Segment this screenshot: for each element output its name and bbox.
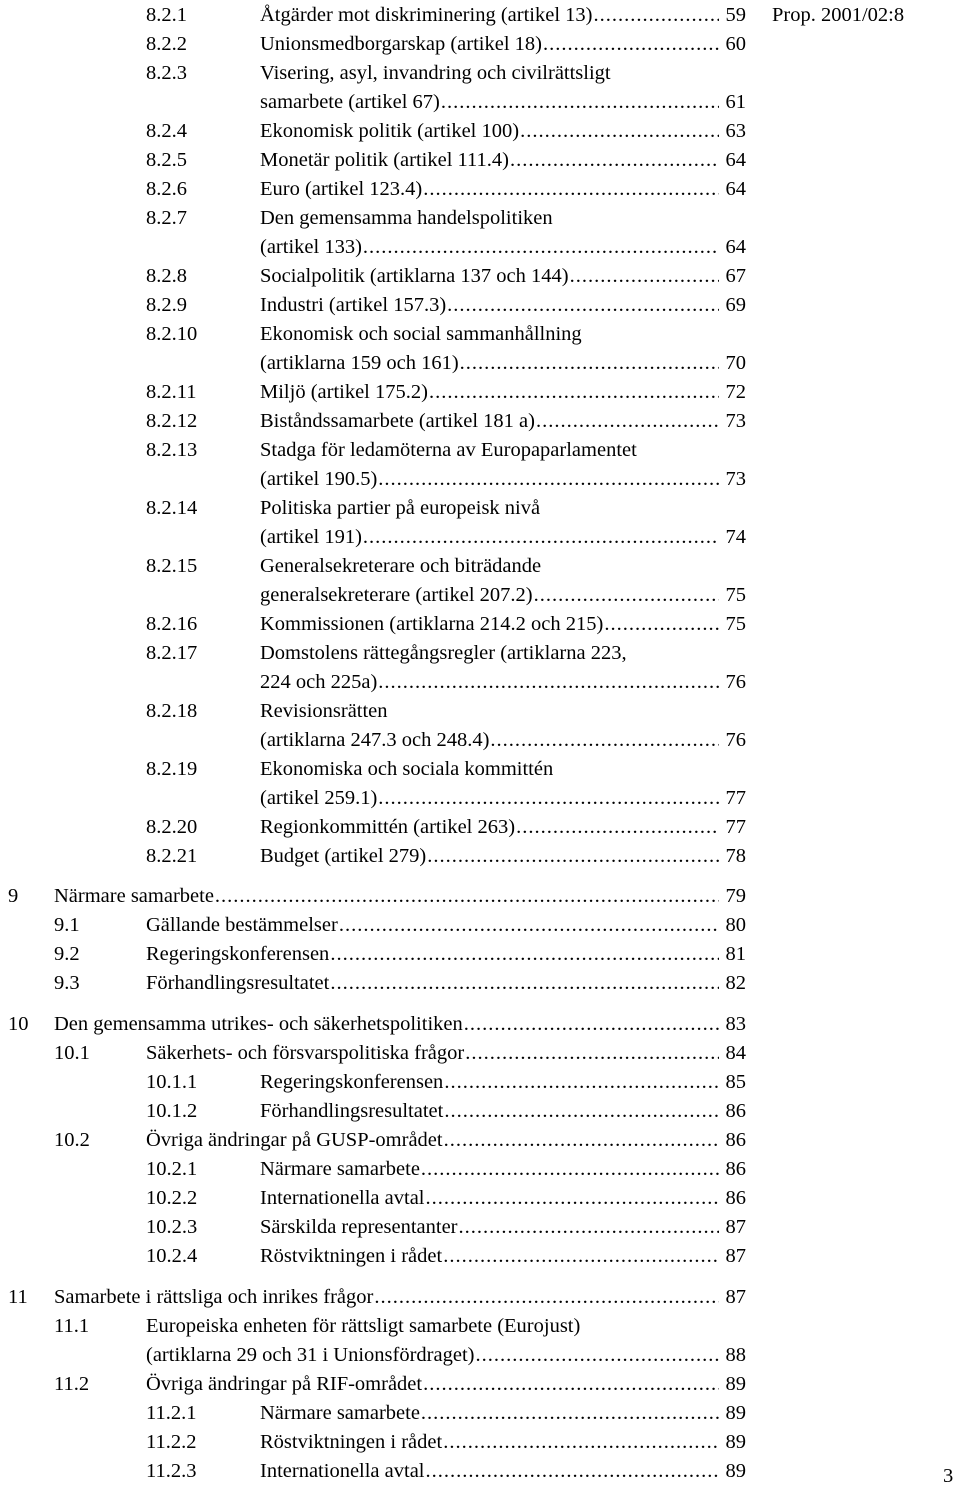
toc-entry-number: 9.3 — [54, 972, 80, 994]
toc-entry-number: 8.2.21 — [146, 845, 198, 867]
toc-entry-title — [260, 697, 746, 755]
dot-leader — [593, 1, 719, 30]
page-number: 3 — [943, 1465, 954, 1487]
toc-entry-page: 89 — [725, 1402, 746, 1424]
toc-entry[interactable] — [54, 911, 746, 940]
toc-entry[interactable] — [54, 1039, 746, 1068]
toc-entry[interactable] — [146, 1097, 746, 1126]
toc-entry-page: 89 — [725, 1373, 746, 1395]
toc-entry-title — [146, 1126, 746, 1155]
toc-entry-title-line: Ekonomisk politik (artikel 100) — [260, 120, 520, 142]
toc-entry-page: 69 — [725, 294, 746, 316]
dot-leader — [447, 291, 719, 320]
toc-entry[interactable] — [146, 407, 746, 436]
toc-entry-title-line: Monetär politik (artikel 111.4) — [260, 149, 509, 171]
dot-leader — [464, 1010, 719, 1039]
toc-entry-number: 8.2.16 — [146, 613, 198, 635]
toc-entry-number: 11.2.2 — [146, 1431, 197, 1453]
toc-entry[interactable] — [146, 262, 746, 291]
toc-entry-title-line: (artikel 259.1) — [260, 787, 378, 809]
toc-entry[interactable] — [146, 610, 746, 639]
toc-entry-title — [260, 813, 746, 842]
toc-entry[interactable] — [8, 882, 746, 911]
toc-entry-title-line: Budget (artikel 279) — [260, 845, 427, 867]
toc-entry-number: 11.2.1 — [146, 1402, 197, 1424]
toc-entry-title-line: Regeringskonferensen — [146, 943, 330, 965]
toc-entry-title-line: Internationella avtal — [260, 1187, 425, 1209]
dot-leader — [423, 175, 719, 204]
toc-entry-number: 9 — [8, 885, 19, 907]
toc-entry-title-line: Euro (artikel 123.4) — [260, 178, 423, 200]
toc-entry[interactable] — [146, 59, 746, 117]
dot-leader — [378, 668, 719, 697]
toc-entry-title — [260, 1068, 746, 1097]
toc-entry[interactable] — [146, 552, 746, 610]
toc-entry[interactable] — [54, 1370, 746, 1399]
dot-leader — [330, 940, 719, 969]
dot-leader — [427, 842, 719, 871]
toc-entry-number: 8.2.3 — [146, 62, 187, 84]
dot-leader — [215, 882, 719, 911]
toc-entry-page: 64 — [725, 236, 746, 258]
toc-entry[interactable] — [146, 204, 746, 262]
toc-entry[interactable] — [146, 117, 746, 146]
toc-entry-title — [260, 1155, 746, 1184]
toc-entry[interactable] — [146, 755, 746, 813]
toc-entry[interactable] — [146, 146, 746, 175]
toc-entry[interactable] — [8, 1283, 746, 1312]
toc-entry[interactable] — [146, 1155, 746, 1184]
toc-entry-number: 8.2.15 — [146, 555, 198, 577]
toc-entry-title-line: Åtgärder mot diskriminering (artikel 13) — [260, 4, 593, 26]
toc-entry-number: 10.1.1 — [146, 1071, 198, 1093]
toc-entry[interactable] — [146, 842, 746, 871]
toc-entry[interactable] — [146, 378, 746, 407]
toc-entry-number: 10.1 — [54, 1042, 90, 1064]
toc-entry-page: 67 — [725, 265, 746, 287]
toc-entry-page: 89 — [725, 1431, 746, 1453]
toc-entry-number: 9.2 — [54, 943, 80, 965]
toc-entry-title — [260, 1242, 746, 1271]
toc-entry-title-line: Röstviktningen i rådet — [260, 1245, 443, 1267]
toc-entry-title-line: Stadga för ledamöterna av Europaparlamentet — [260, 439, 637, 461]
toc-entry-title — [260, 1184, 746, 1213]
toc-entry[interactable] — [146, 813, 746, 842]
toc-entry-title — [260, 407, 746, 436]
toc-entry-title — [260, 117, 746, 146]
toc-entry-title-line: Kommissionen (artiklarna 214.2 och 215) — [260, 613, 604, 635]
dot-leader — [441, 88, 719, 117]
toc-entry-title — [260, 320, 746, 378]
toc-entry-page: 74 — [725, 526, 746, 548]
toc-entry-title-line: (artikel 190.5) — [260, 468, 378, 490]
toc-entry-title-line: Europeiska enheten för rättsligt samarbete (Eurojust) — [146, 1315, 581, 1337]
toc-entry-number: 8.2.2 — [146, 33, 187, 55]
toc-entry-title — [146, 969, 746, 998]
dot-leader — [426, 1184, 720, 1213]
dot-leader — [604, 610, 719, 639]
toc-entry-title — [260, 552, 746, 610]
toc-entry-number: 8.2.20 — [146, 816, 198, 838]
toc-entry-title-line: Visering, asyl, invandring och civilrättsligt — [260, 62, 611, 84]
dot-leader — [490, 726, 719, 755]
toc-entry-title — [260, 291, 746, 320]
toc-entry-number: 8.2.8 — [146, 265, 187, 287]
toc-entry-title — [260, 30, 746, 59]
toc-entry-title — [260, 842, 746, 871]
toc-entry[interactable] — [146, 1184, 746, 1213]
toc-entry-title-line: Förhandlingsresultatet — [260, 1100, 444, 1122]
toc-entry-title-line: Den gemensamma utrikes- och säkerhetspolitiken — [54, 1013, 463, 1035]
dot-leader — [421, 1399, 719, 1428]
toc-entry-title — [260, 1457, 746, 1486]
toc-entry[interactable] — [146, 697, 746, 755]
dot-leader — [459, 1213, 719, 1242]
dot-leader — [475, 1341, 719, 1370]
toc-entry-page: 77 — [725, 816, 746, 838]
toc-entry-page: 76 — [725, 729, 746, 751]
toc-entry-title-line: Industri (artikel 157.3) — [260, 294, 447, 316]
toc-entry-title-line: Närmare samarbete — [260, 1402, 420, 1424]
dot-leader — [426, 1457, 720, 1486]
toc-entry-page: 84 — [725, 1042, 746, 1064]
toc-entry[interactable] — [146, 639, 746, 697]
toc-entry-number: 8.2.12 — [146, 410, 198, 432]
toc-entry-number: 10 — [8, 1013, 29, 1035]
toc-entry[interactable] — [146, 30, 746, 59]
toc-entry[interactable] — [146, 1399, 746, 1428]
toc-entry-title-line: Domstolens rättegångsregler (artiklarna 223, — [260, 642, 627, 664]
dot-leader — [423, 1370, 719, 1399]
toc-entry-title-line: Unionsmedborgarskap (artikel 18) — [260, 33, 542, 55]
toc-entry-title — [260, 204, 746, 262]
toc-entry[interactable] — [146, 320, 746, 378]
toc-entry-title — [260, 639, 746, 697]
toc-entry-number: 8.2.9 — [146, 294, 187, 316]
toc-entry-title-line: Regeringskonferensen — [260, 1071, 444, 1093]
toc-entry-title-line: Miljö (artikel 175.2) — [260, 381, 428, 403]
toc-entry-title — [260, 59, 746, 117]
toc-entry-title — [260, 1399, 746, 1428]
toc-entry-title — [260, 1097, 746, 1126]
toc-entry-title-line: samarbete (artikel 67) — [260, 91, 440, 113]
toc-entry-number: 11.1 — [54, 1315, 90, 1337]
toc-entry-title-line: Röstviktningen i rådet — [260, 1431, 443, 1453]
toc-entry-title-line: Ekonomisk och social sammanhållning — [260, 323, 582, 345]
toc-entry-page: 89 — [725, 1460, 746, 1482]
toc-entry-page: 61 — [725, 91, 746, 113]
dot-leader — [374, 1283, 719, 1312]
toc-entry[interactable] — [146, 1457, 746, 1486]
toc-entry-title-line: Särskilda representanter — [260, 1216, 458, 1238]
toc-entry[interactable] — [146, 291, 746, 320]
toc-entry-title — [146, 940, 746, 969]
toc-entry-title-line: Övriga ändringar på GUSP-området — [146, 1129, 443, 1151]
dot-leader — [510, 146, 719, 175]
toc-entry-title-line: Regionkommittén (artikel 263) — [260, 816, 516, 838]
toc-entry-page: 82 — [725, 972, 746, 994]
dot-leader — [330, 969, 719, 998]
toc-entry-title — [260, 436, 746, 494]
toc-entry-title-line: Närmare samarbete — [54, 885, 214, 907]
toc-entry-title — [260, 494, 746, 552]
toc-entry-title — [260, 755, 746, 813]
toc-entry-page: 80 — [725, 914, 746, 936]
toc-entry-page: 73 — [725, 468, 746, 490]
toc-entry[interactable] — [146, 175, 746, 204]
toc-entry-page: 86 — [725, 1187, 746, 1209]
toc-entry-title-line: Närmare samarbete — [260, 1158, 420, 1180]
toc-entry-title-line: (artikel 191) — [260, 526, 362, 548]
toc-entry-page: 86 — [725, 1100, 746, 1122]
toc-entry-number: 11 — [8, 1286, 28, 1308]
toc-entry-page: 70 — [725, 352, 746, 374]
toc-entry-page: 87 — [725, 1286, 746, 1308]
toc-entry-page: 77 — [725, 787, 746, 809]
toc-entry-number: 8.2.7 — [146, 207, 187, 229]
toc-entry-title — [146, 1039, 746, 1068]
toc-entry-number: 8.2.11 — [146, 381, 197, 403]
toc-entry-page: 72 — [725, 381, 746, 403]
toc-entry[interactable] — [146, 436, 746, 494]
toc-entry-page: 73 — [725, 410, 746, 432]
toc-entry-title — [146, 911, 746, 940]
toc-entry-number: 10.1.2 — [146, 1100, 198, 1122]
toc-entry-number: 8.2.10 — [146, 323, 198, 345]
toc-entry-page: 59 — [725, 4, 746, 26]
toc-entry-number: 10.2.3 — [146, 1216, 198, 1238]
toc-entry-title-line: Förhandlingsresultatet — [146, 972, 330, 994]
toc-entry[interactable] — [146, 494, 746, 552]
toc-entry-title-line: Ekonomiska och sociala kommittén — [260, 758, 554, 780]
toc-entry-number: 10.2.2 — [146, 1187, 198, 1209]
toc-entry-page: 60 — [725, 33, 746, 55]
dot-leader — [443, 1242, 719, 1271]
toc-entry-title — [260, 1213, 746, 1242]
toc-entry-title — [54, 882, 746, 911]
toc-entry[interactable] — [54, 940, 746, 969]
toc-entry-page: 63 — [725, 120, 746, 142]
dot-leader — [460, 349, 719, 378]
toc-entry-number: 11.2 — [54, 1373, 90, 1395]
toc-entry[interactable] — [8, 1010, 746, 1039]
toc-entry-number: 10.2.4 — [146, 1245, 198, 1267]
dot-leader — [378, 465, 719, 494]
toc-entry-title-line: Biståndssamarbete (artikel 181 a) — [260, 410, 535, 432]
toc-entry-page: 78 — [725, 845, 746, 867]
toc-entry-number: 8.2.18 — [146, 700, 198, 722]
toc-entry-number: 8.2.17 — [146, 642, 198, 664]
dot-leader — [465, 1039, 719, 1068]
toc-entry-page: 86 — [725, 1129, 746, 1151]
toc-entry[interactable] — [146, 1068, 746, 1097]
toc-entry-title — [54, 1283, 746, 1312]
toc-entry-title-line: (artiklarna 29 och 31 i Unionsfördraget) — [146, 1344, 475, 1366]
dot-leader — [444, 1126, 719, 1155]
toc-entry-number: 11.2.3 — [146, 1460, 197, 1482]
toc-entry-title — [260, 175, 746, 204]
toc-entry-number: 8.2.13 — [146, 439, 198, 461]
toc-entry-title-line: Säkerhets- och försvarspolitiska frågor — [146, 1042, 465, 1064]
toc-entry-page: 86 — [725, 1158, 746, 1180]
toc-entry[interactable] — [146, 1213, 746, 1242]
dot-leader — [570, 262, 719, 291]
toc-entry-title-line: (artiklarna 159 och 161) — [260, 352, 459, 374]
toc-entry-title-line: Den gemensamma handelspolitiken — [260, 207, 553, 229]
dot-leader — [363, 233, 719, 262]
toc-entry-title-line: Gällande bestämmelser — [146, 914, 338, 936]
toc-entry-title — [54, 1010, 746, 1039]
dot-leader — [378, 784, 719, 813]
toc-entry[interactable] — [146, 1, 746, 30]
toc-entry[interactable] — [54, 1312, 746, 1370]
dot-leader — [339, 911, 719, 940]
dot-leader — [534, 581, 719, 610]
dot-leader — [536, 407, 719, 436]
toc-entry[interactable] — [54, 1126, 746, 1155]
dot-leader — [443, 1428, 719, 1457]
toc-entry-page: 87 — [725, 1216, 746, 1238]
dot-leader — [516, 813, 719, 842]
toc-entry[interactable] — [146, 1428, 746, 1457]
toc-entry-title — [260, 1, 746, 30]
toc-entry[interactable] — [54, 969, 746, 998]
dot-leader — [520, 117, 719, 146]
toc-entry-page: 83 — [725, 1013, 746, 1035]
toc-entry-number: 10.2 — [54, 1129, 90, 1151]
toc-entry-title-line: (artiklarna 247.3 och 248.4) — [260, 729, 490, 751]
toc-entry-title-line: Generalsekreterare och biträdande — [260, 555, 542, 577]
toc-entry-number: 8.2.5 — [146, 149, 187, 171]
toc-entry-title — [260, 378, 746, 407]
toc-entry-number: 10.2.1 — [146, 1158, 198, 1180]
toc-entry-number: 8.2.19 — [146, 758, 198, 780]
toc-entry-number: 8.2.4 — [146, 120, 187, 142]
toc-entry-title-line: Samarbete i rättsliga och inrikes frågor — [54, 1286, 374, 1308]
dot-leader — [444, 1097, 719, 1126]
toc-entry-page: 75 — [725, 584, 746, 606]
toc-entry-number: 8.2.14 — [146, 497, 198, 519]
document-label: Prop. 2001/02:8 — [772, 4, 905, 26]
toc-entry-number: 9.1 — [54, 914, 80, 936]
toc-entry-title-line: (artikel 133) — [260, 236, 362, 258]
toc-entry-title-line: Övriga ändringar på RIF-området — [146, 1373, 423, 1395]
dot-leader — [444, 1068, 719, 1097]
toc-entry-title — [260, 610, 746, 639]
toc-entry-page: 75 — [725, 613, 746, 635]
toc-entry-page: 64 — [725, 178, 746, 200]
toc-entry-title — [146, 1370, 746, 1399]
toc-entry-page: 76 — [725, 671, 746, 693]
toc-entry-page: 87 — [725, 1245, 746, 1267]
toc-entry-title-line: generalsekreterare (artikel 207.2) — [260, 584, 533, 606]
dot-leader — [429, 378, 719, 407]
toc-entry-page: 85 — [725, 1071, 746, 1093]
toc-entry-title-line: Revisionsrätten — [260, 700, 388, 722]
toc-entry-title-line: Internationella avtal — [260, 1460, 425, 1482]
toc-entry-page: 81 — [725, 943, 746, 965]
toc-entry-title-line: Politiska partier på europeisk nivå — [260, 497, 541, 519]
toc-entry-number: 8.2.6 — [146, 178, 187, 200]
toc-entry-number: 8.2.1 — [146, 4, 187, 26]
toc-entry[interactable] — [146, 1242, 746, 1271]
toc-entry-title — [146, 1312, 746, 1370]
toc-entry-page: 79 — [725, 885, 746, 907]
dot-leader — [543, 30, 719, 59]
toc-entry-title-line: Socialpolitik (artiklarna 137 och 144) — [260, 265, 569, 287]
toc-entry-title — [260, 262, 746, 291]
toc-entry-page: 64 — [725, 149, 746, 171]
toc-entry-title — [260, 1428, 746, 1457]
toc-entry-title-line: 224 och 225a) — [260, 671, 378, 693]
dot-leader — [363, 523, 719, 552]
toc-entry-page: 88 — [725, 1344, 746, 1366]
dot-leader — [421, 1155, 719, 1184]
toc-entry-title — [260, 146, 746, 175]
